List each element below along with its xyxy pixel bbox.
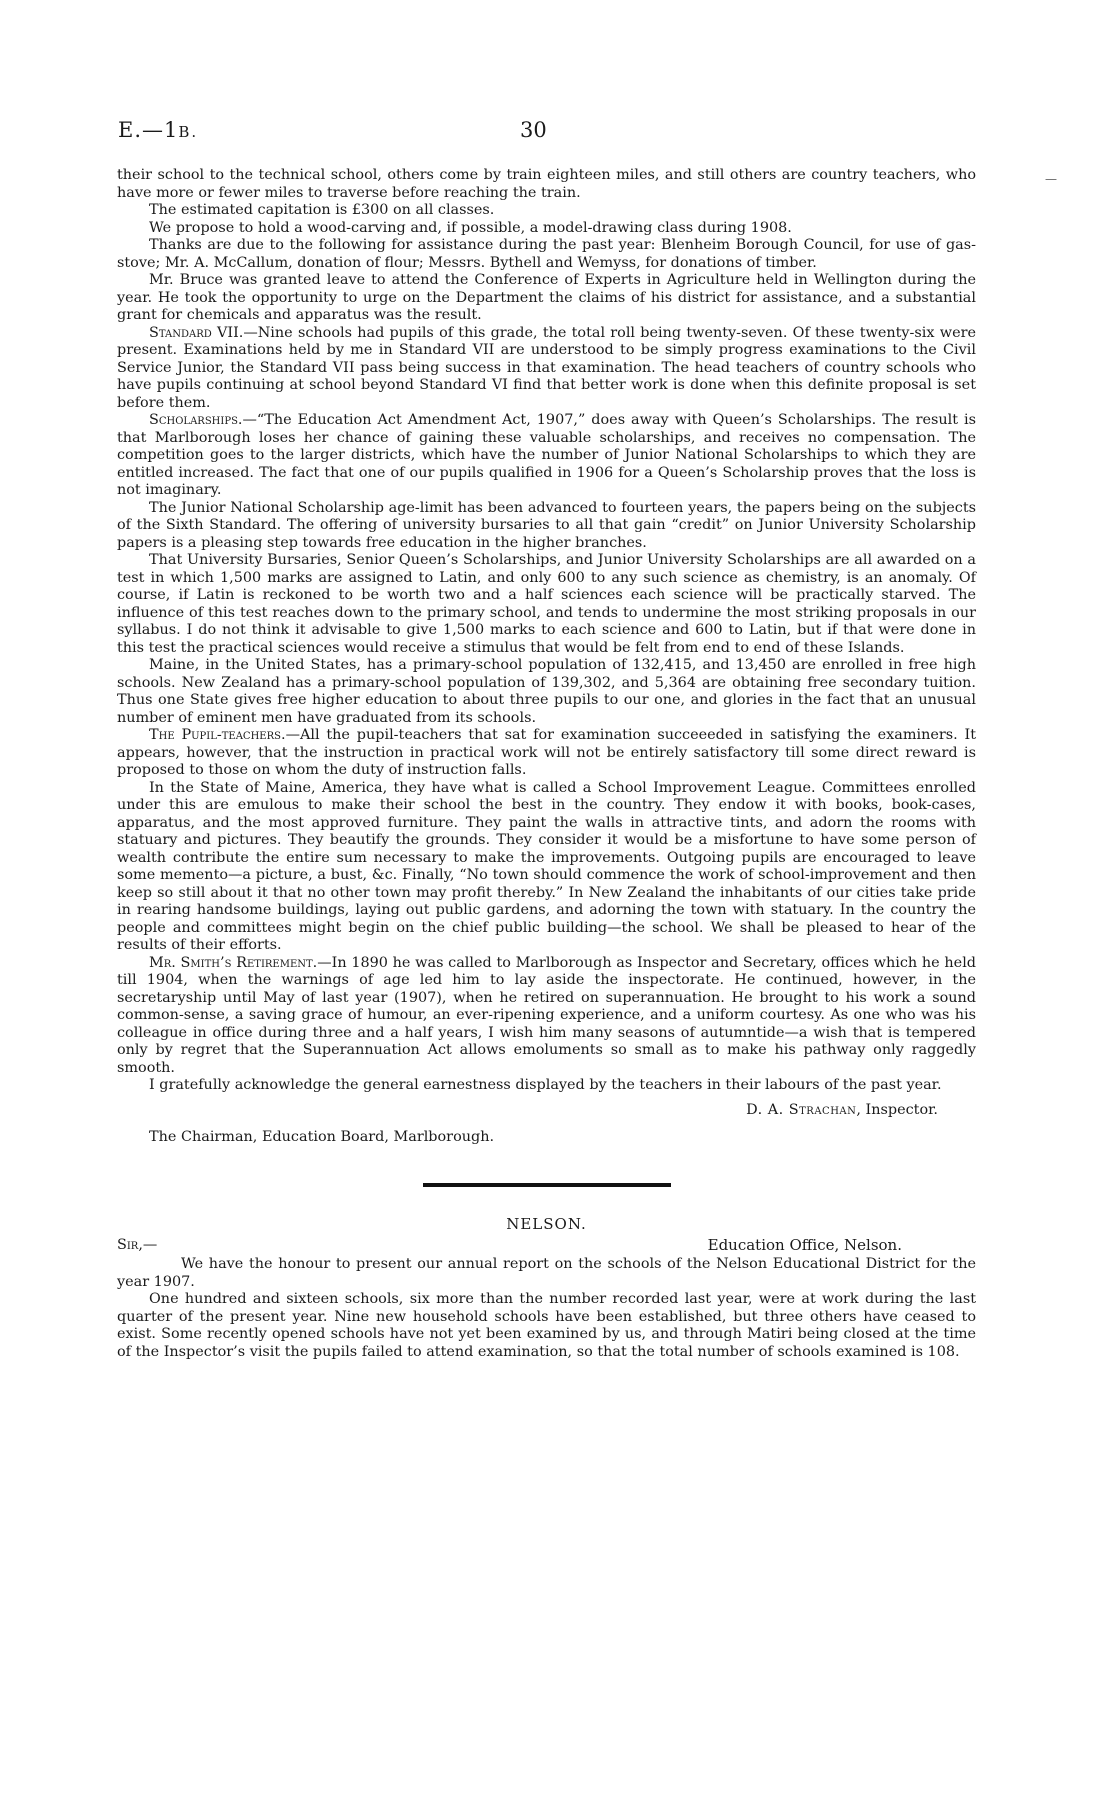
paragraph: We have the honour to present our annual report on the schools of the Nelson Educational District for the year 1907.	[117, 1256, 976, 1290]
paragraph: The estimated capitation is £300 on all classes.	[149, 202, 495, 218]
office-address: Education Office, Nelson.	[707, 1236, 902, 1254]
section-divider	[423, 1183, 671, 1187]
margin-mark: —	[1045, 172, 1057, 186]
section-title-nelson: NELSON.	[506, 1214, 587, 1233]
section-heading: Mr. Smith’s Retirement.	[149, 954, 318, 971]
paragraph-text: —All the pupil-teachers that sat for examination succeeeded in satisfying the examiners. It appears, however, that the instruction in practical work will not be entirely satisfactory till some direct reward is proposed to those on whom the duty of instruction falls.	[117, 727, 976, 778]
paragraph: Maine, in the United States, has a primary-school population of 132,415, and 13,450 are enrolled in free high schools. New Zealand has a primary-school population of 139,302, and 5,364 are obtaining free secondary tuition. Thus one State gives free higher education to about three pupils to our one, and glories in the fact that an unusual number of eminent men have graduated from its schools.	[117, 657, 976, 726]
paragraph-scholarships	[117, 412, 976, 500]
signature-name: D. A. Strachan	[746, 1101, 857, 1118]
paragraph: One hundred and sixteen schools, six more than the number recorded last year, were at work during the last quarter of the present year. Nine new household schools have been established, but three others have ceased to exist. Some recently opened schools have not yet been examined by us, and through Matiri being closed at the time of the Inspector’s visit the pupils failed to attend examination, so that the total number of schools examined is 108.	[117, 1291, 976, 1360]
paragraph: The Junior National Scholarship age-limit has been advanced to fourteen years, the papers being on the subjects of the Sixth Standard. The offering of university bursaries to all that gain “credit” on Junior University Scholarship papers is a pleasing step towards free education in the higher branches.	[117, 499, 976, 551]
salutation-row	[117, 1237, 976, 1256]
section-heading: Scholarships.	[149, 412, 243, 428]
signature-title: , Inspector.	[856, 1101, 938, 1118]
salutation: Sir,—	[117, 1237, 158, 1253]
report-body	[117, 167, 976, 1361]
paragraph: We propose to hold a wood-carving and, if possible, a model-drawing class during 1908.	[149, 219, 792, 236]
page-reference-prefix: E.—1	[118, 118, 179, 142]
page-number: 30	[520, 118, 547, 142]
paragraph-text: —“The Education Act Amendment Act, 1907,” does away with Queen’s Scholarships. The result is that Marlborough loses her chance of gaining these valuable scholarships, and receives no compensation. The competition goes to the larger districts, which have the number of Junior National Scholarships to which they are entitled increased. The fact that one of our pupils qualified in 1906 for a Queen’s Scholarship proves that the loss is not imaginary.	[117, 412, 976, 498]
page-reference-suffix: B.	[178, 123, 199, 141]
paragraph: That University Bursaries, Senior Queen’s Scholarships, and Junior University Scholarships are all awarded on a test in which 1,500 marks are assigned to Latin, and only 600 to any such science as chemistry, is an anomaly. Of course, if Latin is reckoned to be worth two and a half sciences each science will be practically starved. The influence of this test reaches down to the primary school, and tends to undermine the most striking proposals in our syllabus. I do not think it advisable to give 1,500 marks to each science and 600 to Latin, but if that were done in this test the practical sciences would receive a stimulus that would be felt from end to end of these Islands.	[117, 552, 976, 656]
paragraph-text: —In 1890 he was called to Marlborough as Inspector and Secretary, offices which he held till 1904, when the warnings of age led him to lay aside the inspectorate. He continued, however, in the secretaryship until May of last year (1907), when he retired on superannuation. He brought to his work a sound common-sense, a saving grace of humour, an ever-ripening experience, and a uniform courtesy. As one who was his colleague in office during three and a half years, I wish him many seasons of autumntide—a wish that is tempered only by regret that the Superannuation Act allows emoluments so small as to make his pathway only raggedly smooth.	[117, 954, 977, 1076]
signature	[117, 1102, 976, 1120]
page-reference	[118, 118, 198, 142]
paragraph-text: —Nine schools had pupils of this grade, the total roll being twenty-seven. Of these twenty-six were present. Examinations held by me in Standard VII are understood to be simply progress examinations to the Civil Service Junior, the Standard VII pass being success in that examination. The head teachers of country schools who have pupils continuing at school beyond Standard VI find that better work is done when this definite proposal is set before them.	[117, 324, 976, 411]
paragraph: In the State of Maine, America, they have what is called a School Improvement League. Committees enrolled under this are emulous to make their school the best in the country. They endow it with books, book-cases, apparatus, and the most approved furniture. They paint the walls in attractive tints, and adorn the rooms with statuary and pictures. They beautify the grounds. They consider it would be a misfortune to have some person of wealth contribute the entire sum necessary to make the improvements. Outgoing pupils are encouraged to leave some memento—a picture, a bust, &c. Finally, “No town should commence the work of school-improvement and then keep so still about it that no other town may profit thereby.” In New Zealand the inhabitants of our cities take pride in rearing handsome buildings, laying out public gardens, and adorning the town with statuary. In the country the people and committees might begin on the chief public building—the school. We shall be pleased to hear of the results of their efforts.	[117, 779, 976, 953]
section-heading: The Pupil-teachers.	[149, 727, 286, 743]
paragraph: their school to the technical school, others come by train eighteen miles, and still others are country teachers, who have more or fewer miles to traverse before reaching the train.	[117, 167, 976, 201]
paragraph: Thanks are due to the following for assistance during the past year: Blenheim Borough Council, for use of gas-stove; Mr. A. McCallum, donation of flour; Messrs. Bythell and Wemyss, for donations of timber.	[117, 237, 976, 271]
paragraph-retirement	[117, 955, 976, 1078]
page-header	[118, 118, 978, 148]
paragraph-pupil-teachers	[117, 727, 976, 780]
paragraph-standard-vii	[117, 325, 976, 413]
section-heading: Standard VII.	[149, 324, 244, 341]
paragraph: Mr. Bruce was granted leave to attend the Conference of Experts in Agriculture held in Wellington during the year. He took the opportunity to urge on the Department the claims of his district for assistance, and a substantial grant for chemicals and apparatus was the result.	[117, 272, 976, 323]
paragraph: I gratefully acknowledge the general earnestness displayed by the teachers in their labours of the past year.	[149, 1077, 942, 1093]
addressee: The Chairman, Education Board, Marlborough.	[149, 1129, 495, 1145]
